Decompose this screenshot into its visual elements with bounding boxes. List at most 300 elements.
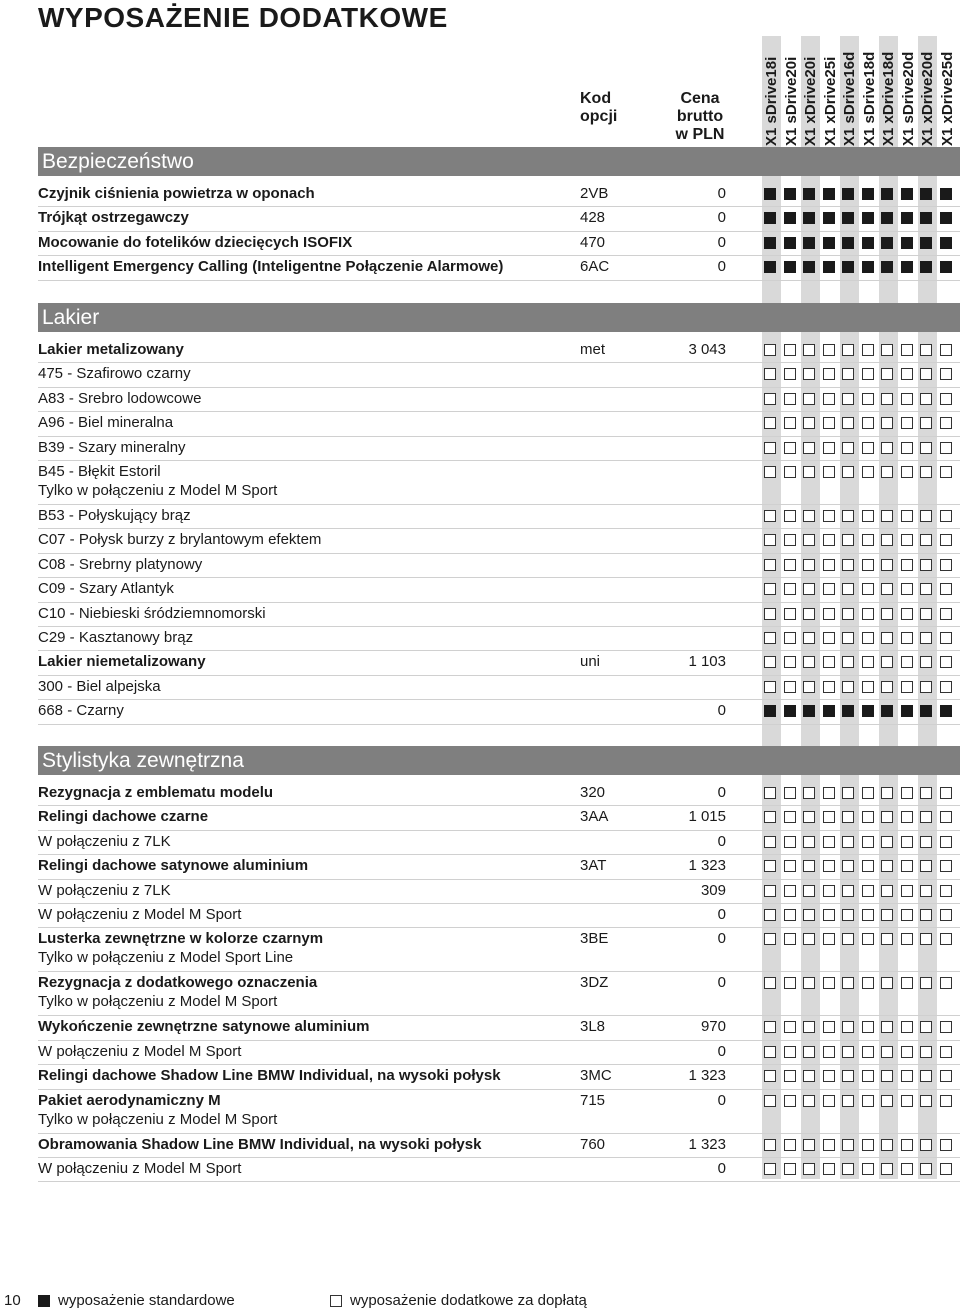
optional-square-icon — [940, 1070, 952, 1082]
optional-square-icon — [784, 344, 796, 356]
optional-square-icon — [862, 836, 874, 848]
standard-square-icon — [803, 705, 815, 717]
standard-square-icon — [862, 188, 874, 200]
optional-square-icon — [823, 656, 835, 668]
optional-square-icon — [803, 534, 815, 546]
optional-square-icon — [940, 608, 952, 620]
optional-square-icon — [842, 368, 854, 380]
variant-header — [899, 36, 918, 146]
page-number: 10 — [4, 1292, 21, 1309]
optional-square-icon — [842, 909, 854, 921]
optional-square-icon — [920, 608, 932, 620]
optional-square-icon — [842, 559, 854, 571]
optional-square-icon — [881, 656, 893, 668]
optional-square-icon — [862, 559, 874, 571]
optional-square-icon — [881, 1163, 893, 1175]
standard-square-icon — [862, 705, 874, 717]
optional-square-icon — [764, 1139, 776, 1151]
optional-square-icon — [881, 1070, 893, 1082]
option-price: 1 323 — [688, 1067, 726, 1085]
optional-square-icon — [881, 344, 893, 356]
optional-square-icon — [803, 1095, 815, 1107]
standard-square-icon — [940, 261, 952, 273]
optional-square-icon — [901, 681, 913, 693]
row-divider — [38, 577, 960, 578]
standard-square-icon — [784, 261, 796, 273]
optional-square-icon — [920, 393, 932, 405]
optional-square-icon — [940, 656, 952, 668]
header-kod-line: opcji — [580, 108, 618, 125]
optional-square-icon — [823, 977, 835, 989]
legend-optional: wyposażenie dodatkowe za dopłatą — [350, 1292, 587, 1309]
optional-square-icon — [862, 466, 874, 478]
standard-square-icon — [920, 188, 932, 200]
optional-square-icon — [901, 1139, 913, 1151]
optional-square-icon — [330, 1295, 342, 1307]
section-title: Bezpieczeństwo — [42, 150, 194, 173]
optional-square-icon — [901, 811, 913, 823]
optional-square-icon — [881, 368, 893, 380]
standard-square-icon — [940, 705, 952, 717]
optional-square-icon — [764, 632, 776, 644]
optional-square-icon — [940, 1139, 952, 1151]
optional-square-icon — [784, 632, 796, 644]
optional-square-icon — [784, 681, 796, 693]
option-price: 1 103 — [688, 653, 726, 671]
variant-header — [938, 36, 957, 146]
optional-square-icon — [823, 1163, 835, 1175]
row-name: C29 - Kasztanowy brąz — [38, 629, 194, 646]
standard-square-icon — [901, 212, 913, 224]
standard-square-icon — [784, 212, 796, 224]
optional-square-icon — [940, 417, 952, 429]
optional-square-icon — [803, 559, 815, 571]
optional-square-icon — [940, 510, 952, 522]
optional-square-icon — [764, 811, 776, 823]
row-name: Relingi dachowe satynowe aluminium — [38, 857, 309, 875]
optional-square-icon — [842, 510, 854, 522]
row-name: C08 - Srebrny platynowy — [38, 555, 203, 573]
optional-square-icon — [881, 632, 893, 644]
variant-header-label: X1 xDrive20i — [802, 56, 819, 146]
optional-square-icon — [823, 344, 835, 356]
standard-square-icon — [881, 237, 893, 249]
optional-square-icon — [940, 393, 952, 405]
optional-square-icon — [842, 860, 854, 872]
optional-square-icon — [823, 811, 835, 823]
optional-square-icon — [901, 442, 913, 454]
optional-square-icon — [862, 1046, 874, 1058]
optional-square-icon — [842, 836, 854, 848]
optional-square-icon — [784, 836, 796, 848]
optional-square-icon — [823, 393, 835, 405]
variant-header-label: X1 xDrive18d — [880, 51, 897, 146]
optional-square-icon — [940, 933, 952, 945]
optional-square-icon — [920, 632, 932, 644]
legend-standard: wyposażenie standardowe — [58, 1292, 235, 1309]
optional-square-icon — [842, 977, 854, 989]
optional-square-icon — [842, 933, 854, 945]
optional-square-icon — [862, 1139, 874, 1151]
row-divider — [38, 903, 960, 904]
optional-square-icon — [940, 632, 952, 644]
row-name: Czyjnik ciśnienia powietrza w oponach — [38, 185, 315, 202]
optional-square-icon — [901, 860, 913, 872]
row-divider — [38, 1157, 960, 1158]
optional-square-icon — [764, 583, 776, 595]
optional-square-icon — [784, 442, 796, 454]
standard-square-icon — [862, 212, 874, 224]
option-code: 320 — [580, 784, 606, 801]
optional-square-icon — [823, 1139, 835, 1151]
optional-square-icon — [784, 885, 796, 897]
option-code: 3BE — [580, 930, 609, 948]
standard-square-icon — [784, 188, 796, 200]
variant-header — [821, 36, 840, 146]
row-name: Obramowania Shadow Line BMW Individual, na wysoki połysk — [38, 1135, 482, 1153]
optional-square-icon — [784, 608, 796, 620]
optional-square-icon — [764, 393, 776, 405]
optional-square-icon — [764, 909, 776, 921]
option-code: 6AC — [580, 258, 610, 276]
standard-square-icon — [901, 188, 913, 200]
optional-square-icon — [803, 885, 815, 897]
optional-square-icon — [862, 510, 874, 522]
variant-header — [801, 36, 820, 146]
optional-square-icon — [823, 787, 835, 799]
optional-square-icon — [764, 836, 776, 848]
optional-square-icon — [803, 1163, 815, 1175]
optional-square-icon — [803, 1070, 815, 1082]
section-header — [38, 147, 960, 176]
option-price: 0 — [717, 185, 726, 202]
row-divider — [38, 675, 960, 676]
row-divider — [38, 231, 960, 232]
standard-square-icon — [764, 705, 776, 717]
row-divider — [38, 504, 960, 505]
standard-square-icon — [881, 705, 893, 717]
optional-square-icon — [803, 836, 815, 848]
optional-square-icon — [803, 1021, 815, 1033]
optional-square-icon — [920, 1021, 932, 1033]
optional-square-icon — [803, 583, 815, 595]
optional-square-icon — [920, 1095, 932, 1107]
optional-square-icon — [940, 836, 952, 848]
optional-square-icon — [823, 417, 835, 429]
header-kod-opcji — [580, 90, 617, 126]
header-cena-line: w PLN — [675, 126, 725, 143]
optional-square-icon — [862, 417, 874, 429]
optional-square-icon — [823, 681, 835, 693]
variant-header-label: X1 xDrive25i — [822, 56, 839, 146]
optional-square-icon — [881, 1139, 893, 1151]
optional-square-icon — [920, 466, 932, 478]
variant-header-label: X1 sDrive20d — [900, 51, 917, 146]
option-code: 3L8 — [580, 1018, 606, 1036]
option-code: 428 — [580, 209, 606, 227]
optional-square-icon — [862, 393, 874, 405]
optional-square-icon — [803, 656, 815, 668]
optional-square-icon — [784, 368, 796, 380]
variant-header — [782, 36, 801, 146]
optional-square-icon — [881, 1046, 893, 1058]
optional-square-icon — [881, 559, 893, 571]
row-divider — [38, 724, 960, 725]
optional-square-icon — [784, 1095, 796, 1107]
optional-square-icon — [842, 1046, 854, 1058]
optional-square-icon — [842, 1070, 854, 1082]
option-price: 1 015 — [688, 808, 726, 826]
optional-square-icon — [764, 1021, 776, 1033]
optional-square-icon — [842, 442, 854, 454]
row-divider — [38, 1040, 960, 1041]
optional-square-icon — [842, 417, 854, 429]
option-code: 3DZ — [580, 974, 609, 992]
optional-square-icon — [862, 344, 874, 356]
optional-square-icon — [901, 608, 913, 620]
option-code: 3MC — [580, 1067, 612, 1085]
optional-square-icon — [803, 1139, 815, 1151]
standard-square-icon — [38, 1295, 50, 1307]
row-name: B45 - Błękit Estoril — [38, 463, 161, 480]
optional-square-icon — [784, 977, 796, 989]
optional-square-icon — [881, 1095, 893, 1107]
optional-square-icon — [803, 933, 815, 945]
row-divider — [38, 255, 960, 256]
optional-square-icon — [862, 442, 874, 454]
optional-square-icon — [901, 510, 913, 522]
optional-square-icon — [862, 977, 874, 989]
row-name: Mocowanie do fotelików dziecięcych ISOFIX — [38, 233, 353, 251]
optional-square-icon — [784, 1139, 796, 1151]
optional-square-icon — [803, 510, 815, 522]
row-divider — [38, 879, 960, 880]
optional-square-icon — [862, 1163, 874, 1175]
standard-square-icon — [920, 705, 932, 717]
row-divider — [38, 602, 960, 603]
optional-square-icon — [842, 344, 854, 356]
row-divider — [38, 460, 960, 461]
optional-square-icon — [901, 393, 913, 405]
optional-square-icon — [823, 583, 835, 595]
standard-square-icon — [803, 237, 815, 249]
header-cena-brutto — [672, 90, 728, 144]
optional-square-icon — [803, 417, 815, 429]
standard-square-icon — [764, 212, 776, 224]
optional-square-icon — [784, 656, 796, 668]
row-name: Intelligent Emergency Calling (Inteligentne Połączenie Alarmowe) — [38, 258, 504, 276]
optional-square-icon — [901, 1070, 913, 1082]
optional-square-icon — [920, 583, 932, 595]
option-price: 0 — [717, 1042, 726, 1060]
optional-square-icon — [764, 417, 776, 429]
optional-square-icon — [784, 860, 796, 872]
optional-square-icon — [803, 1046, 815, 1058]
row-name: Pakiet aerodynamiczny M — [38, 1091, 221, 1109]
optional-square-icon — [784, 559, 796, 571]
row-name: Relingi dachowe czarne — [38, 808, 209, 826]
row-name: W połączeniu z Model M Sport — [38, 906, 242, 923]
optional-square-icon — [842, 393, 854, 405]
optional-square-icon — [940, 368, 952, 380]
optional-square-icon — [823, 1021, 835, 1033]
row-divider — [38, 411, 960, 412]
optional-square-icon — [862, 608, 874, 620]
optional-square-icon — [901, 656, 913, 668]
option-price: 0 — [717, 930, 726, 948]
row-name: 668 - Czarny — [38, 702, 124, 720]
section-title: Stylistyka zewnętrzna — [42, 749, 244, 772]
optional-square-icon — [803, 977, 815, 989]
optional-square-icon — [764, 1070, 776, 1082]
optional-square-icon — [901, 1163, 913, 1175]
optional-square-icon — [784, 787, 796, 799]
optional-square-icon — [901, 977, 913, 989]
variant-header-label: X1 xDrive25d — [939, 51, 956, 146]
optional-square-icon — [881, 608, 893, 620]
row-divider — [38, 854, 960, 855]
optional-square-icon — [842, 608, 854, 620]
optional-square-icon — [764, 1163, 776, 1175]
option-code: 470 — [580, 233, 606, 251]
optional-square-icon — [823, 466, 835, 478]
optional-square-icon — [862, 1021, 874, 1033]
section-header — [38, 746, 960, 775]
optional-square-icon — [881, 977, 893, 989]
standard-square-icon — [901, 705, 913, 717]
row-divider — [38, 1181, 960, 1182]
standard-square-icon — [803, 188, 815, 200]
optional-square-icon — [920, 977, 932, 989]
option-code: uni — [580, 653, 601, 671]
standard-square-icon — [920, 212, 932, 224]
standard-square-icon — [901, 261, 913, 273]
optional-square-icon — [823, 559, 835, 571]
row-divider — [38, 280, 960, 281]
optional-square-icon — [920, 344, 932, 356]
option-price: 0 — [717, 906, 726, 923]
optional-square-icon — [881, 442, 893, 454]
optional-square-icon — [823, 510, 835, 522]
standard-square-icon — [920, 261, 932, 273]
row-note: Tylko w połączeniu z Model M Sport — [38, 993, 278, 1011]
optional-square-icon — [940, 583, 952, 595]
option-code: 3AA — [580, 808, 609, 826]
variant-header — [762, 36, 781, 146]
standard-square-icon — [842, 261, 854, 273]
optional-square-icon — [842, 885, 854, 897]
optional-square-icon — [901, 368, 913, 380]
variant-header-label: X1 sDrive18d — [861, 51, 878, 146]
standard-square-icon — [764, 261, 776, 273]
row-divider — [38, 1133, 960, 1134]
optional-square-icon — [764, 860, 776, 872]
optional-square-icon — [764, 442, 776, 454]
standard-square-icon — [881, 212, 893, 224]
optional-square-icon — [842, 811, 854, 823]
standard-square-icon — [823, 237, 835, 249]
optional-square-icon — [920, 1163, 932, 1175]
optional-square-icon — [862, 885, 874, 897]
row-note: Tylko w połączeniu z Model Sport Line — [38, 949, 294, 967]
row-divider — [38, 1089, 960, 1090]
option-price: 309 — [700, 881, 726, 899]
standard-square-icon — [940, 188, 952, 200]
optional-square-icon — [823, 836, 835, 848]
optional-square-icon — [784, 1046, 796, 1058]
row-divider — [38, 626, 960, 627]
optional-square-icon — [940, 909, 952, 921]
row-divider — [38, 830, 960, 831]
optional-square-icon — [784, 811, 796, 823]
optional-square-icon — [842, 1021, 854, 1033]
standard-square-icon — [823, 188, 835, 200]
optional-square-icon — [862, 1095, 874, 1107]
standard-square-icon — [940, 237, 952, 249]
option-price: 0 — [717, 1091, 726, 1109]
row-divider — [38, 650, 960, 651]
optional-square-icon — [823, 1070, 835, 1082]
optional-square-icon — [881, 860, 893, 872]
optional-square-icon — [803, 811, 815, 823]
row-divider — [38, 387, 960, 388]
optional-square-icon — [940, 534, 952, 546]
optional-square-icon — [862, 909, 874, 921]
option-price: 0 — [717, 233, 726, 251]
row-divider — [38, 699, 960, 700]
optional-square-icon — [823, 885, 835, 897]
optional-square-icon — [764, 559, 776, 571]
option-price: 0 — [717, 974, 726, 992]
row-note: Tylko w połączeniu z Model M Sport — [38, 482, 278, 499]
row-divider — [38, 1064, 960, 1065]
header-cena-line: Cena — [680, 90, 720, 107]
optional-square-icon — [764, 608, 776, 620]
optional-square-icon — [920, 836, 932, 848]
optional-square-icon — [862, 534, 874, 546]
optional-square-icon — [764, 368, 776, 380]
optional-square-icon — [823, 368, 835, 380]
optional-square-icon — [920, 1046, 932, 1058]
optional-square-icon — [764, 1095, 776, 1107]
optional-square-icon — [920, 787, 932, 799]
optional-square-icon — [901, 836, 913, 848]
optional-square-icon — [881, 787, 893, 799]
option-code: 715 — [580, 1091, 606, 1109]
option-code: met — [580, 341, 606, 358]
standard-square-icon — [764, 237, 776, 249]
optional-square-icon — [764, 466, 776, 478]
row-name: Relingi dachowe Shadow Line BMW Individual, na wysoki połysk — [38, 1067, 501, 1085]
row-name: Wykończenie zewnętrzne satynowe aluminium — [38, 1018, 370, 1036]
standard-square-icon — [901, 237, 913, 249]
optional-square-icon — [920, 933, 932, 945]
optional-square-icon — [784, 510, 796, 522]
row-divider — [38, 971, 960, 972]
optional-square-icon — [901, 417, 913, 429]
optional-square-icon — [842, 656, 854, 668]
standard-square-icon — [764, 188, 776, 200]
optional-square-icon — [803, 393, 815, 405]
optional-square-icon — [842, 787, 854, 799]
standard-square-icon — [842, 705, 854, 717]
optional-square-icon — [842, 466, 854, 478]
optional-square-icon — [803, 466, 815, 478]
optional-square-icon — [940, 681, 952, 693]
optional-square-icon — [764, 885, 776, 897]
optional-square-icon — [862, 933, 874, 945]
optional-square-icon — [784, 933, 796, 945]
